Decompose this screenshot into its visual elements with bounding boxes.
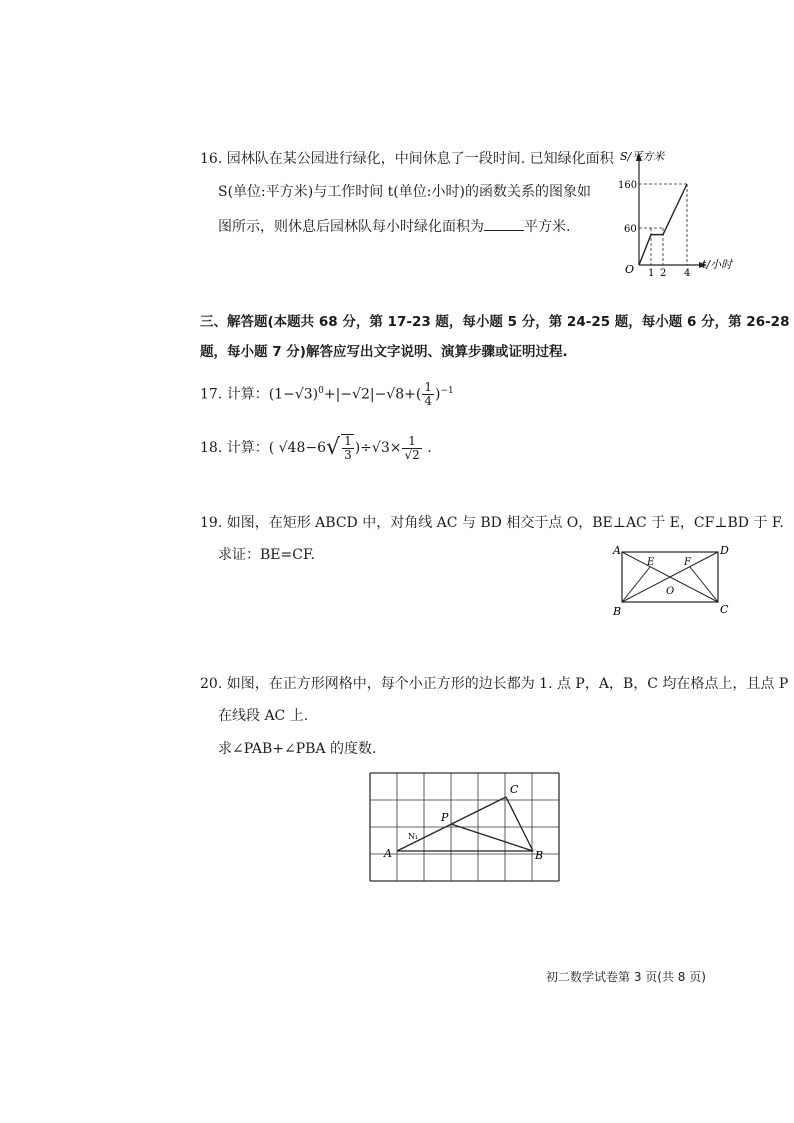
q18-part2: )÷√3× [354, 440, 402, 456]
answer-blank [484, 216, 524, 231]
point-a-label: A [613, 544, 621, 557]
q16-line3-text: 图所示，则休息后园林队每小时绿化面积为 [218, 219, 484, 235]
section3-line1: 三、解答题(本题共 68 分，第 17-23 题，每小题 5 分，第 24-25 题，每小题 6 分，第 26-28 [200, 314, 790, 330]
point-e-label: E [647, 557, 655, 568]
series-line [639, 184, 687, 265]
point-b-label: B [535, 849, 544, 862]
q18-fraction [341, 434, 354, 462]
q20-grid-figure [370, 773, 570, 883]
y-tick-label: 60 [624, 224, 637, 235]
q18-num2: 1 [402, 435, 421, 449]
point-d-label: D [720, 544, 729, 557]
segment-cf [690, 567, 718, 602]
q17-den: 4 [424, 394, 432, 409]
point-p-label: P [441, 811, 449, 824]
y-tick-label: 160 [618, 180, 638, 191]
point-c-label: C [720, 603, 729, 616]
q16-line2: S(单位:平方米)与工作时间 t(单位:小时)的函数关系的图象如 [218, 184, 591, 200]
x-tick-label: 1 [648, 268, 655, 279]
q18 [200, 433, 432, 463]
q19-figure [610, 540, 730, 620]
q16-graph [610, 148, 733, 279]
q17-part2: +|−√2|−√8+( [323, 386, 422, 403]
x-axis-label: t/小时 [702, 258, 733, 271]
q19-line2: 求证：BE=CF. [218, 547, 315, 563]
q18-minus6: −6 [305, 440, 327, 456]
q19-line1: 19. 如图，在矩形 ABCD 中，对角线 AC 与 BD 相交于点 O，BE⊥AC 于 E，CF⊥BD 于 F. [200, 515, 784, 531]
q18-den2: √2 [404, 447, 420, 462]
q17 [200, 378, 454, 408]
q18-end: . [427, 440, 432, 456]
q16-line1: 16. 园林队在某公园进行绿化，中间休息了一段时间. 已知绿化面积 [200, 151, 614, 167]
q16-line3 [218, 216, 570, 236]
page-footer: 初二数学试卷第 3 页(共 8 页) [546, 970, 706, 984]
q18-sqrt48: √48 [278, 440, 306, 456]
section3-line2: 题，每小题 7 分)解答应写出文字说明、演算步骤或证明过程. [200, 344, 568, 360]
q17-exp0: 0 [318, 386, 324, 396]
handwritten-mark: N₁ [408, 832, 419, 841]
q16-line3-unit: 平方米. [524, 219, 571, 235]
segment-be [622, 567, 650, 602]
y-axis-label: S/平方米 [620, 150, 665, 163]
radical-icon: √ [326, 435, 341, 460]
x-tick-label: 4 [684, 268, 691, 279]
x-tick-label: 2 [660, 268, 667, 279]
q17-prefix: 17. 计算：(1−√3) [200, 386, 319, 403]
q17-fraction [422, 381, 434, 408]
point-o-label: O [666, 586, 675, 597]
point-a-label: A [384, 847, 392, 860]
q18-fraction2 [402, 435, 421, 462]
point-b-label: B [613, 605, 622, 618]
q17-close: ) [434, 386, 441, 403]
q17-exp: −1 [440, 386, 454, 396]
origin-label: O [625, 263, 635, 276]
q20-line2: 在线段 AC 上. [218, 708, 309, 724]
q20-line3: 求∠PAB+∠PBA 的度数. [218, 741, 377, 757]
point-c-label: C [510, 783, 519, 796]
q18-den: 3 [344, 448, 352, 462]
q18-prefix: 18. 计算：( [200, 440, 275, 456]
point-f-label: F [684, 557, 691, 568]
segment-pb [451, 824, 533, 851]
grid-lines [370, 773, 559, 881]
q20-line1: 20. 如图，在正方形网格中，每个小正方形的边长都为 1. 点 P，A，B，C 均在格点上，且点 P [200, 676, 789, 692]
q18-num: 1 [344, 434, 352, 448]
q17-num: 1 [424, 380, 432, 395]
